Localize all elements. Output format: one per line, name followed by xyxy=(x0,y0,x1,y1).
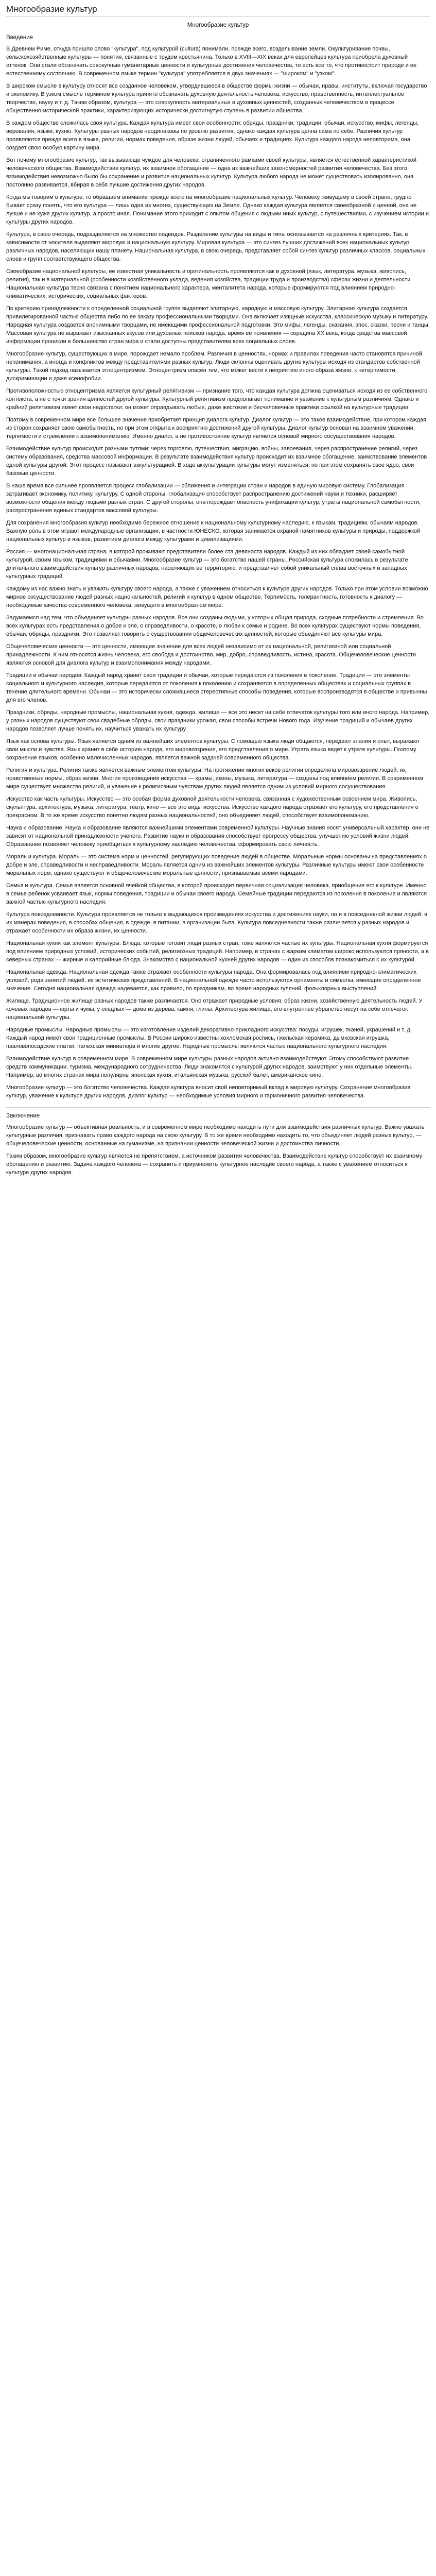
body-paragraph: По критерию принадлежности к определенной социальной группе выделяют элитарную, народную и массовую культуру. Элитарная культура создается привилегированной частью общества либо по ее заказу профессиональными творцами. Она включает изящные искусства, классическую музыку и литературу. Народная культура создается анонимными творцами, не имеющими профессиональной подготовки. Это мифы, легенды, сказания, эпос, сказки, песни и танцы. Массовая культура не выражает изысканных вкусов или духовных поисков народа, время ее появления — середина XX века, когда средства массовой информации проникли в большинство стран мира и стали доступны представителям всех социальных слоев. xyxy=(6,306,430,345)
body-paragraph: Наука и образование. Наука и образование являются важнейшими элементами современной культуры. Научные знания носят универсальный характер, они не зависят от национальной принадлежности ученого. Развитие науки и образования способствует прогрессу общества, улучшению условий жизни людей. Образование позволяет человеку приобщиться к культурному наследию человечества, сформировать свою личность. xyxy=(6,825,430,848)
body-paragraph: Для сохранения многообразия культур необходимо бережное отношение к национальному культурному наследию, к языкам, традициям, обычаям народов. Важную роль в этом играют международные организации, в частности ЮНЕСКО, которая занимается охраной памятников культуры и природы, поддержкой национальных культур и языков, развитием диалога между культурами и цивилизациями. xyxy=(6,520,421,543)
body-paragraph: Жилище. Традиционное жилище разных народов также различается. Оно отражает природные условия, образ жизни, хозяйственную деятельность людей. У кочевых народов — юрты и чумы, у оседлых — дома из дерева, камня, глины. Архитектура жилища, его внутреннее убранство несут на себе отпечаток национальной культуры. xyxy=(6,998,423,1021)
body-paragraph: В каждом обществе сложилась своя культура. Каждая культура имеет свои особенности: обряды, праздники, традиции, обычаи, искусство, мифы, легенды, верования, языки, кухню. Культуры разных народов неодинаковы по уровню развития, однако каждая культура ценна сама по себе. Различия культур проявляются прежде всего в языке, религии, нормах поведения, образе жизни людей, обычаях и традициях. Культура каждого народа неповторима, она создает свою особую картину мира. xyxy=(6,120,419,151)
body-paragraph: Противоположностью этноцентризма является культурный релятивизм — признание того, что каждая культура должна оцениваться исходя из ее собственного контекста, а не с точки зрения ценностей другой культуры. Культурный релятивизм предполагает понимание и уважение к культурным различиям. Однако и крайний релятивизм имеет свои недостатки: он может оправдывать любые, даже жестокие и бесчеловечные практики ссылкой на культурные традиции. xyxy=(6,388,428,411)
body-paragraph: Взаимодействие культур в современном мире. В современном мире культуры разных народов активно взаимодействуют. Этому способствуют развитие средств коммуникации, туризма, международного сотрудничества. Люди знакомятся с культурой других народов, заимствуют у них отдельные элементы. Например, во многих странах мира популярны японская кухня, итальянская музыка, русский балет, американское кино. xyxy=(6,1056,413,1078)
body-paragraph: Поэтому в современном мире все большее значение приобретает принцип диалога культур. Диалог культур — это такое взаимодействие, при котором каждая из сторон сохраняет свою самобытность, но при этом открыта к восприятию достижений другой культуры. Диалог культур основан на взаимном уважении, терпимости и стремлении к взаимопониманию. Именно диалог, а не противостояние культур является основой мирного сосуществования народов. xyxy=(6,417,427,439)
body-paragraph: Культура повседневности. Культура проявляется не только в выдающихся произведениях искусства и достижениях науки, но и в повседневной жизни людей: в их манерах поведения, в способах общения, в одежде, в питании, в организации быта. Культура повседневности также различается у разных народов и отражает особенности их образа жизни, их ценности. xyxy=(6,911,427,934)
body-paragraph: В Древнем Риме, откуда пришло слово "культура", под культурой (cultura) понимали, прежде всего, возделывание земли. Окультуривание почвы, сельскохозяйственные культуры — понятия, связанные с трудом крестьянина. Только в XVIII—XIX веках для европейцев культура приобрела духовный оттенок. Они стали обозначать совокупные гуманитарные ценности и культурные достижения человечества, то есть все то, что противостоит природе и ее естественному состоянию. В современном языке термин "культура" употребляется в двух значениях — "широком" и "узком". xyxy=(6,46,417,77)
header-divider xyxy=(6,16,430,17)
body-paragraph: Праздники, обряды, народные промыслы, национальная кухня, одежда, жилище — все это несет на себе отпечаток культуры того или иного народа. Например, у разных народов существуют свои свадебные обряды, свои праздники урожая, свои способы встречи Нового года. Изучение традиций и обычаев других народов позволяет лучше понять их, научиться уважать их культуру. xyxy=(6,709,430,732)
body-paragraph: В широком смысле в культуру относят все созданное человеком, утвердившееся в обществе формы жизни — обычаи, нравы, институты, включая государство и экономику. В узком смысле термином культура принято обозначать духовную деятельность человека: искусство, нравственность, интеллектуальное творчество, науку и т. д. Таким образом, культура — это совокупность материальных и духовных ценностей, созданных человечеством в процессе общественно-исторической практики, характеризующих исторически достигнутую ступень в развитии общества. xyxy=(6,83,427,114)
body-paragraph: Взаимодействие культур происходит разными путями: через торговлю, путешествия, миграцию, войны, завоевания, через распространение религий, через систему образования, средства массовой информации. В результате взаимодействия культур происходит их взаимное обогащение, заимствование элементов одной культуры другой. Этот процесс называют аккультурацией. В ходе аккультурации культуры могут изменяться, но при этом сохранять свое ядро, свои базовые ценности. xyxy=(6,446,427,477)
body-paragraphs xyxy=(6,45,430,1100)
body-paragraph: В наше время все сильнее проявляется процесс глобализации — сближения и интеграции стран и народов в единую мировую систему. Глобализация затрагивает экономику, политику, культуру. С одной стороны, глобализация способствует распространению достижений науки и техники, расширяет возможности общения между людьми разных стран. С другой стороны, она порождает опасность унификации культур, утраты национальной самобытности, распространения единых стандартов массовой культуры. xyxy=(6,483,421,514)
body-paragraph: Своеобразие национальной культуры, ее известная уникальность и оригинальность проявляются как в духовной (язык, литература, музыка, живопись, религия), так и в материальной (особенности хозяйственного уклада, ведения хозяйства, традиции труда и производства) сферах жизни и деятельности. Национальная культура тесно связана с понятием национального характера, менталитета народа, которые формируются под влиянием природно-климатических, исторических, социальных факторов. xyxy=(6,268,412,299)
body-paragraph: Каждому из нас важно знать и уважать культуру своего народа, а также с уважением относиться к культуре других народов. Только при этом условии возможно мирное сосуществование людей разных национальностей, религий и культур в одном обществе. Терпимость, толерантность, готовность к диалогу — необходимые качества современного человека, живущего в многообразном мире. xyxy=(6,586,428,608)
body-paragraph: Задумаемся над тем, что объединяет культуры разных народов. Все они созданы людьми, у которых общая природа, сходные потребности и стремления. Во всех культурах есть представления о добре и зле, о справедливости, о красоте, о любви к семье и родине. Во всех культурах существуют нормы поведения, обычаи, обряды, праздники. Это позволяет говорить о существовании общечеловеческих ценностей, которые объединяют все культуры мира. xyxy=(6,615,424,637)
conclusion-divider xyxy=(6,1107,430,1108)
body-paragraph: Национальная кухня как элемент культуры. Блюда, которые готовят люди разных стран, тоже являются частью их культуры. Национальная кухня формируется под влиянием природных условий, исторических событий, религиозных традиций. Например, в странах с жарким климатом широко используются пряности, а в северных странах — жирные и калорийные блюда. Знакомство с национальной кухней других народов — один из способов познакомиться с их культурой. xyxy=(6,940,429,963)
body-paragraph: Общечеловеческие ценности — это ценности, имеющие значение для всех людей независимо от их национальной, религиозной или социальной принадлежности. К ним относятся жизнь человека, его свобода и достоинство, мир, добро, справедливость, истина, красота. Общечеловеческие ценности являются основой для диалога культур и взаимопонимания между народами. xyxy=(6,643,416,666)
body-paragraph: Многообразие культур — это богатство человечества. Каждая культура вносит свой неповторимый вклад в мировую культуру. Сохранение многообразия культур, уважение к культуре других народов, диалог культур — необходимые условия мирного и гармоничного развития человечества. xyxy=(6,1084,411,1099)
body-paragraph: Традиции и обычаи народов. Каждый народ хранит свои традиции и обычаи, которые передаются из поколения в поколение. Традиции — это элементы социального и культурного наследия, которые передаются от поколения к поколению и сохраняются в определенных обществах и социальных группах в течение длительного времени. Обычаи — это исторически сложившиеся стереотипные способы поведения, которые воспроизводятся в обществе и привычны для его членов. xyxy=(6,672,427,703)
conclusion-paragraph: Таким образом, многообразие культур является не препятствием, а источником развития человечества. Взаимодействие культур способствует их взаимному обогащению и развитию. Задача каждого человека — сохранить и приумножить культурное наследие своего народа, а также с уважением относиться к культуре других народов. xyxy=(6,1153,423,1176)
conclusion-paragraph: Многообразие культур — объективная реальность, и в современном мире необходимо находить пути для взаимодействия различных культур. Важно уважать культурные различия, признавать право каждого народа на свою культуру. В то же время необходимо находить то, что объединяет людей разных культур, — общечеловеческие ценности, основанные на гуманизме, на признании ценности человеческой жизни и достоинства личности. xyxy=(6,1124,425,1147)
body-paragraph: Многообразие культур, существующих в мире, порождает немало проблем. Различия в ценностях, нормах и правилах поведения часто становятся причиной непонимания, а иногда и конфликтов между представителями разных культур. Люди склонны оценивать другие культуры исходя из стандартов собственной культуры. Такой подход называется этноцентризмом. Этноцентризм опасен тем, что может вести к неприятию иного образа жизни, к нетерпимости, дискриминации и даже ксенофобии. xyxy=(6,351,422,382)
body-paragraph: Семья и культура. Семья является основной ячейкой общества, в которой происходит первичная социализация человека, приобщение его к культуре. Именно в семье ребенок усваивает язык, нормы поведения, традиции и обычаи своего народа. Семейные традиции передаются из поколения в поколение и являются важной частью культурного наследия. xyxy=(6,883,427,905)
body-paragraph: Религия и культура. Религия также является важным элементом культуры. На протяжении многих веков религия определяла мировоззрение людей, их нравственные нормы, образ жизни. Многие произведения искусства — храмы, иконы, музыка, литература — созданы под влиянием религии. В современном мире существует множество религий, и уважение к религиозным чувствам других людей является одним из условий мирного сосуществования. xyxy=(6,767,423,790)
page-title: Многообразие культур xyxy=(6,4,97,14)
body-paragraph: Народные промыслы. Народные промыслы — это изготовление изделий декоративно-прикладного искусства: посуды, игрушек, тканей, украшений и т. д. Каждый народ имеет свои традиционные промыслы. В России широко известны хохломская роспись, гжельская керамика, дымковская игрушка, павловопосадские платки, палехская миниатюра и многие другие. Народные промыслы являются частью национального культурного наследия. xyxy=(6,1027,412,1049)
introduction-heading: Введение xyxy=(6,35,33,41)
conclusion-paragraphs xyxy=(6,1123,430,1177)
body-paragraph: Когда мы говорим о культуре, то обращаем внимание прежде всего на многообразие национальных культур. Человеку, живущему в своей стране, трудно бывает сразу понять, что его культура — лишь одна из многих, существующих на Земле. Однако каждая культура является своеобразной и ценной, она не лучше и не хуже других культур, а просто иная. Понимание этого приходит с опытом общения с людьми иных культур, с путешествиями, с изучением истории и культуры других народов. xyxy=(6,194,429,225)
body-paragraph: Искусство как часть культуры. Искусство — это особая форма духовной деятельности человека, связанная с художественным освоением мира. Живопись, скульптура, архитектура, музыка, литература, театр, кино — все это виды искусства. Искусство каждого народа отражает его культуру, его представления о прекрасном. В то же время искусство понятно людям разных национальностей, оно объединяет людей, способствует взаимопониманию. xyxy=(6,796,418,819)
document-heading: Многообразие культур xyxy=(187,22,249,28)
conclusion-heading: Заключение xyxy=(6,1113,40,1119)
body-paragraph: Культура, в свою очередь, подразделяется на множество подвидов. Разделение культуры на виды и типы основывается на различных критериях. Так, в зависимости от носителя выделяют мировую и национальную культуру. Мировая культура — это синтез лучших достижений всех национальных культур различных народов, населяющих нашу планету. Национальная культура, в свою очередь, представляет собой синтез культур различных классов, социальных слоев и групп соответствующего общества. xyxy=(6,231,426,262)
body-paragraph: Язык как основа культуры. Язык является одним из важнейших элементов культуры. С помощью языка люди общаются, передают знания и опыт, выражают свои мысли и чувства. Язык хранит в себе историю народа, его мировоззрение, его представления о мире. Утрата языка ведет к утрате культуры. Поэтому сохранение языков, особенно малочисленных народов, является важной задачей современного общества. xyxy=(6,738,420,761)
document-page xyxy=(0,0,436,1191)
body-paragraph: Россия — многонациональная страна, в которой проживают представители более ста девяноста народов. Каждый из них обладает своей самобытной культурой, своим языком, традициями и обычаями. Многообразие культур — это богатство нашей страны. Российская культура сложилась в результате длительного взаимодействия культур различных народов, населяющих ее территорию, и представляет собой уникальный сплав восточных и западных культурных традиций. xyxy=(6,549,408,580)
body-paragraph: Мораль и культура. Мораль — это система норм и ценностей, регулирующих поведение людей в обществе. Моральные нормы основаны на представлениях о добре и зле, справедливости и несправедливости. Мораль является одним из важнейших элементов культуры. Различные культуры имеют свои особенности моральных норм, однако существуют и общечеловеческие моральные ценности, признаваемые всеми народами. xyxy=(6,854,427,876)
body-paragraph: Национальная одежда. Национальная одежда также отражает особенности культуры народа. Она формировалась под влиянием природно-климатических условий, рода занятий людей, их эстетических представлений. В национальной одежде часто используются орнаменты и символы, имеющие определенное значение. Сегодня национальная одежда надевается, как правило, по праздникам, во время народных гуляний, фольклорных выступлений. xyxy=(6,969,421,992)
body-paragraph: Вот почему многообразие культур, так вызывающе чуждое для человека, ограниченного рамками своей культуры, является естественной характеристикой человеческого общества. Взаимодействие культур, их взаимное обогащение — одна из важнейших закономерностей развития человечества. Без этого взаимодействия невозможно было бы сохранение и развитие национальных культур. Культура любого народа не может существовать изолированно, она постоянно развивается, вбирая в себя лучшие достижения других народов. xyxy=(6,157,416,188)
